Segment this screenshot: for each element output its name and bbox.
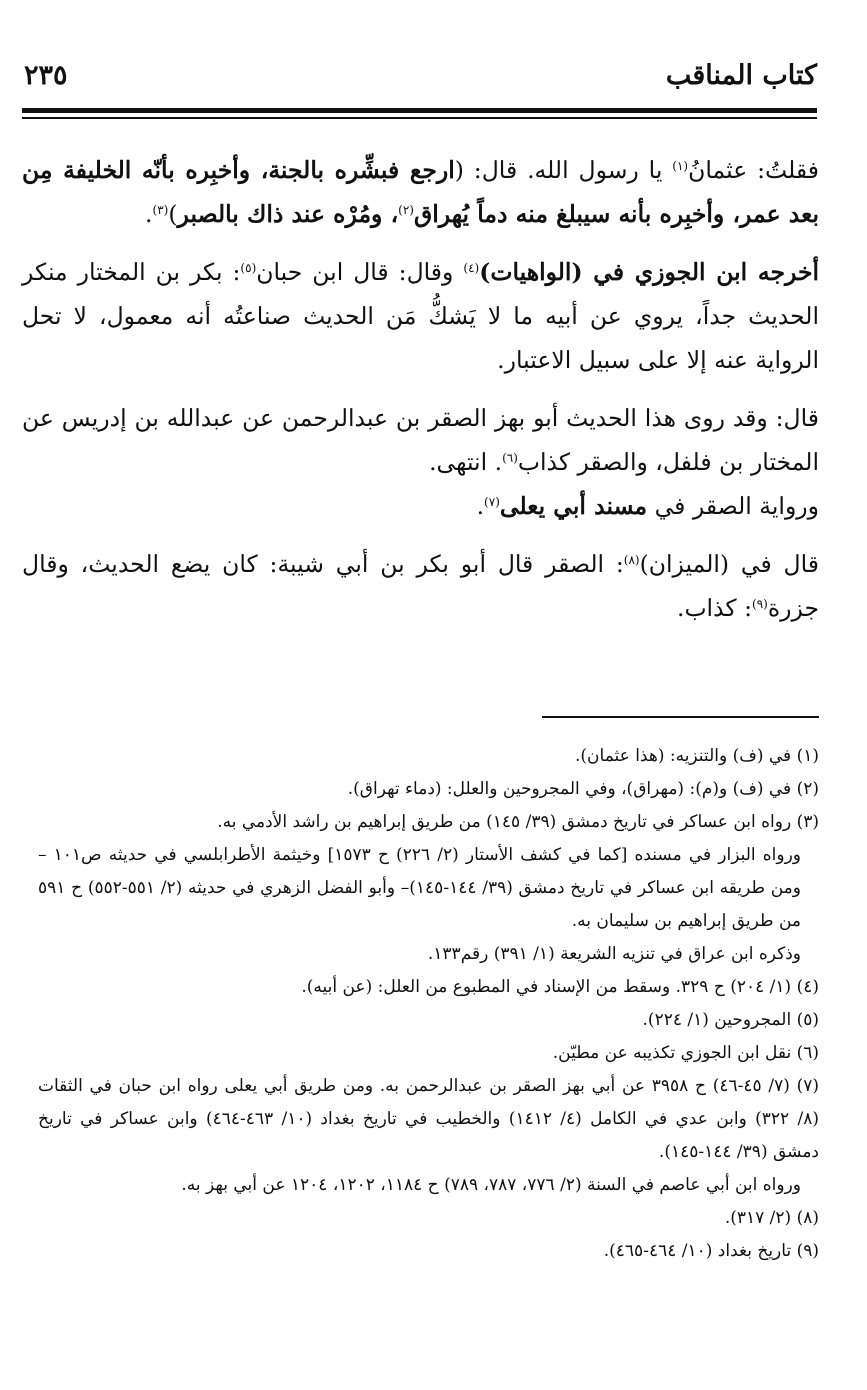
- footnote-9: (٩) تاريخ بغداد (١٠/ ٤٦٤-٤٦٥).: [603, 1241, 819, 1261]
- text-run: قال: وقد روى هذا الحديث أبو بهز الصقر بن عبدالرحمن عن عبدالله بن إدريس عن المختار بن فلفل، والصقر كذاب: [22, 404, 820, 476]
- footnote-3-continuation: ورواه البزار في مسنده [كما في كشف الأستار (٢/ ٢٢٦) ح ١٥٧٣] وخيثمة الأطرابلسي في حديثه ص١٠١ –ومن طريقه ابن عساكر في تاريخ دمشق (٣٩/ ١٤٤-١٤٥)– وأبو الفضل الزهري في حديثه (٢/ ٥٥١-٥٥٢) ح ٥٩١ من طريق إبراهيم بن سليمان به.: [38, 845, 802, 931]
- text-run: قال في (الميزان): [639, 550, 819, 578]
- footnote-1: (١) في (ف) والتنزيه: (هذا عثمان).: [575, 746, 819, 766]
- footnote-marker: (٤): [463, 261, 480, 275]
- footnote-marker: (٥): [240, 261, 257, 275]
- text-run: .: [476, 492, 485, 520]
- text-run: فقلتُ: عثمانُ: [688, 156, 819, 184]
- hadith-text: ، ومُرْه عند ذاك بالصبر: [177, 200, 399, 228]
- hadith-text: ارجع فبشِّره بالجنة، وأخبِره بأنّه الخليفة مِن بعد عمر، وأخبِره بأنه سيبلغ منه دماً يُهراق: [22, 156, 819, 228]
- paragraph-3: [22, 396, 819, 484]
- footnote-marker: (٨): [623, 553, 640, 567]
- paragraph-1: [22, 148, 819, 236]
- footnote-2: (٢) في (ف) و(م): (مهراق)، وفي المجروحين والعلل: (دماء تهراق).: [347, 779, 819, 799]
- footnote-6: (٦) نقل ابن الجوزي تكذيبه عن مطيّن.: [552, 1043, 819, 1063]
- footnote-marker: (٩): [752, 597, 768, 611]
- text-run: ورواية الصقر في: [647, 492, 819, 520]
- chapter-title: كتاب المناقب: [665, 60, 817, 91]
- page-number: ٢٣٥: [24, 60, 68, 91]
- footnote-7-continuation: ورواه ابن أبي عاصم في السنة (٢/ ٧٧٦، ٧٨٧، ٧٨٩) ح ١١٨٤، ١٢٠٢، ١٢٠٤ عن أبي بهز به.: [181, 1175, 801, 1195]
- footnote-3-continuation: وذكره ابن عراق في تنزيه الشريعة (١/ ٣٩١) رقم١٣٣.: [427, 944, 801, 964]
- footnote-5: (٥) المجروحين (١/ ٢٢٤).: [642, 1010, 819, 1030]
- header-rule-thin: [22, 117, 817, 119]
- header-rule-thick: [22, 108, 817, 113]
- text-run: ): [168, 200, 178, 228]
- footnote-7: (٧) (٧/ ٤٥-٤٦) ح ٣٩٥٨ عن أبي بهز الصقر بن عبدالرحمن به. ومن طريق أبي يعلى رواه ابن حبان في الثقات (٨/ ٣٢٢) وابن عدي في الكامل (٤/ ١٤١٢) والخطيب في تاريخ بغداد (١٠/ ٤٦٣-٤٦٤) وابن عساكر في تاريخ دمشق (٣٩/ ١٤٤-١٤٥).: [38, 1076, 819, 1162]
- footnote-marker: (٦): [502, 451, 518, 465]
- footnotes: [38, 740, 819, 1268]
- footnote-4: (٤) (١/ ٢٠٤) ح ٣٢٩. وسقط من الإسناد في المطبوع من العلل: (عن أبيه).: [301, 977, 819, 997]
- footnote-3: (٣) رواه ابن عساكر في تاريخ دمشق (٣٩/ ١٤٥) من طريق إبراهيم بن راشد الأدمي به.: [217, 812, 819, 832]
- footnote-marker: (٧): [484, 495, 500, 509]
- paragraph-4: [22, 484, 819, 528]
- footnote-marker: (٢): [398, 203, 414, 217]
- text-run: : بكر بن المختار منكر الحديث جداً، يروي عن أبيه ما لا يَشكُّ مَن الحديث صناعتُه أنه معمول، لا تحل الرواية عنه إلا على سبيل الاعتبار.: [22, 258, 819, 374]
- page-header: [22, 60, 817, 108]
- footnote-8: (٨) (٢/ ٣١٧).: [724, 1208, 819, 1228]
- text-run: .: [145, 200, 153, 228]
- text-run: : كذاب.: [676, 594, 753, 622]
- text-run: . انتهى.: [429, 448, 503, 476]
- paragraph-2: [22, 250, 819, 382]
- text-run: وقال: قال ابن حبان: [256, 258, 464, 286]
- text-run: يا رسول الله. قال: (: [454, 156, 673, 184]
- footnote-marker: (١): [672, 159, 689, 173]
- footnote-marker: (٣): [152, 203, 169, 217]
- text-run: : الصقر قال أبو بكر بن أبي شيبة: كان يضع الحديث، وقال جزرة: [22, 550, 819, 622]
- main-text: [22, 148, 819, 630]
- footnote-separator: [542, 716, 819, 718]
- source-citation: أخرجه ابن الجوزي في (الواهيات): [479, 258, 819, 286]
- paragraph-5: [22, 542, 819, 630]
- source-citation: مسند أبي يعلى: [499, 492, 648, 520]
